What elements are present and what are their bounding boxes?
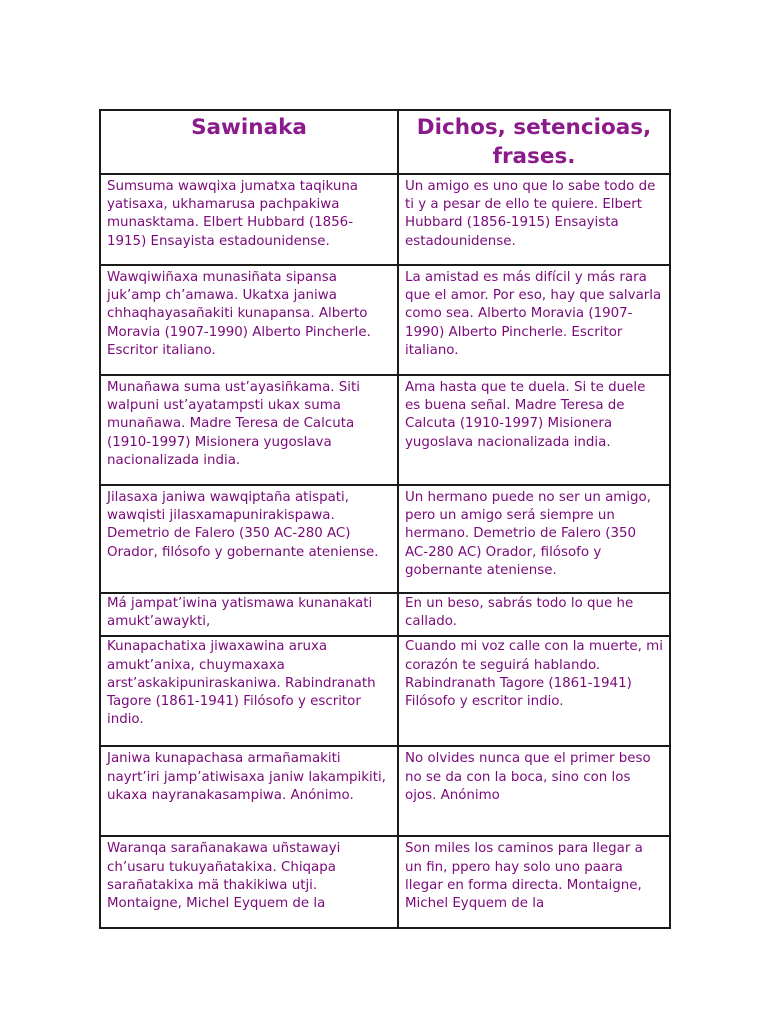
- spanish-cell: Son miles los caminos para llegar a un fin, ppero hay solo uno paara llegar en forma directa. Montaigne, Michel Eyquem de la: [398, 836, 670, 928]
- table-row: [100, 836, 670, 928]
- aymara-cell: Jilasaxa janiwa wawqiptaña atispati, wawqisti jilasxamapunirakispawa. Demetrio de Falero (350 AC-280 AC) Orador, filósofo y gobernante ateniense.: [100, 485, 398, 593]
- spanish-cell: No olvides nunca que el primer beso no se da con la boca, sino con los ojos. Anónimo: [398, 746, 670, 836]
- spanish-cell: En un beso, sabrás todo lo que he callado.: [398, 593, 670, 636]
- table-row: [100, 636, 670, 746]
- spanish-cell: Un amigo es uno que lo sabe todo de ti y a pesar de ello te quiere. Elbert Hubbard (1856-1915) Ensayista estadounidense.: [398, 174, 670, 265]
- spanish-cell: Cuando mi voz calle con la muerte, mi corazón te seguirá hablando. Rabindranath Tagore (1861-1941) Filósofo y escritor indio.: [398, 636, 670, 746]
- table-row: [100, 265, 670, 375]
- aymara-cell: Sumsuma wawqixa jumatxa taqikuna yatisaxa, ukhamarusa pachpakiwa munasktama. Elbert Hubbard (1856-1915) Ensayista estadounidense.: [100, 174, 398, 265]
- spanish-cell: La amistad es más difícil y más rara que el amor. Por eso, hay que salvarla como sea. Alberto Moravia (1907-1990) Alberto Pincherle. Escritor italiano.: [398, 265, 670, 375]
- header-aymara: Sawinaka: [100, 110, 398, 174]
- spanish-cell: Ama hasta que te duela. Si te duele es buena señal. Madre Teresa de Calcuta (1910-1997) Misionera yugoslava nacionalizada india.: [398, 375, 670, 485]
- header-spanish: Dichos, setencioas, frases.: [398, 110, 670, 174]
- table-row: [100, 746, 670, 836]
- aymara-cell: Má jampat’iwina yatismawa kunanakati amukt’awaykti,: [100, 593, 398, 636]
- aymara-cell: Janiwa kunapachasa armañamakiti nayrt’iri jamp’atiwisaxa janiw lakampikiti, ukaxa nayranakasampiwa. Anónimo.: [100, 746, 398, 836]
- aymara-cell: Waranqa sarañanakawa uñstawayi ch’usaru tukuyañatakixa. Chiqapa sarañatakixa mä thakikiwa utji. Montaigne, Michel Eyquem de la: [100, 836, 398, 928]
- spanish-cell: Un hermano puede no ser un amigo, pero un amigo será siempre un hermano. Demetrio de Falero (350 AC-280 AC) Orador, filósofo y gobernante ateniense.: [398, 485, 670, 593]
- aymara-cell: Munañawa suma ust’ayasiñkama. Siti walpuni ust’ayatampsti ukax suma munañawa. Madre Teresa de Calcuta (1910-1997) Misionera yugoslava nacionalizada india.: [100, 375, 398, 485]
- table-row: [100, 593, 670, 636]
- table-row: [100, 174, 670, 265]
- table-row: [100, 375, 670, 485]
- table-row: [100, 485, 670, 593]
- aymara-cell: Wawqiwiñaxa munasiñata sipansa juk’amp ch’amawa. Ukatxa janiwa chhaqhayasañakiti kunapansa. Alberto Moravia (1907-1990) Alberto Pincherle. Escritor italiano.: [100, 265, 398, 375]
- quotes-table: [99, 109, 671, 929]
- aymara-cell: Kunapachatixa jiwaxawina aruxa amukt’anixa, chuymaxaxa arst’askakipuniraskaniwa. Rabindranath Tagore (1861-1941) Filósofo y escritor indio.: [100, 636, 398, 746]
- header-row: [100, 110, 670, 174]
